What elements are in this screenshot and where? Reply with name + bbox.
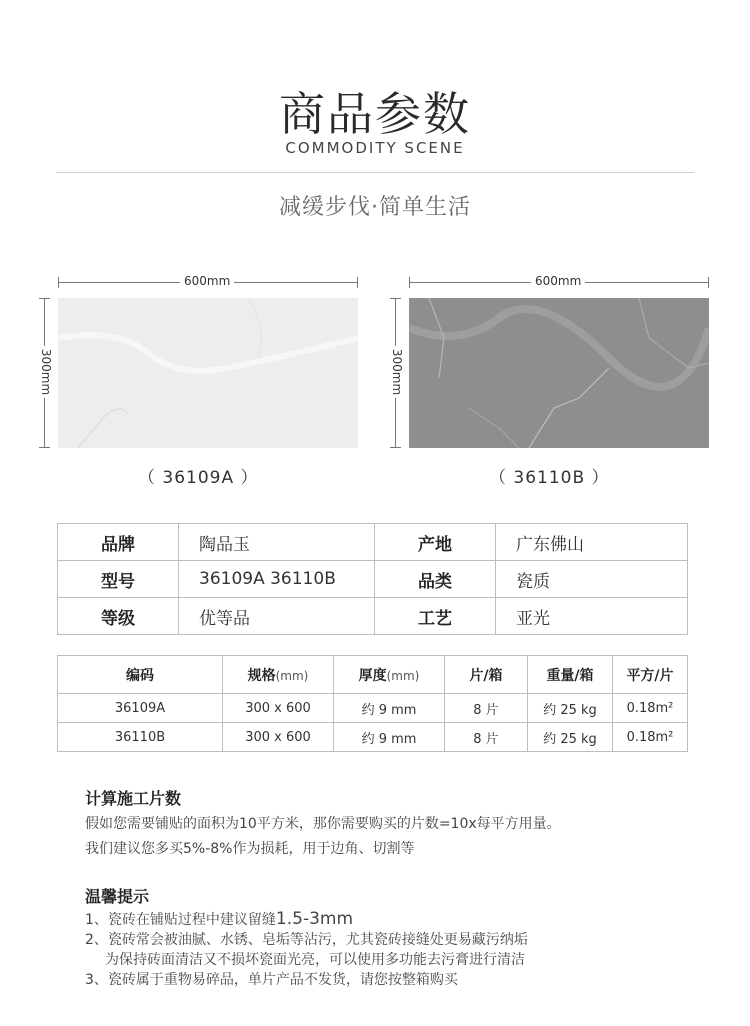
calc-text xyxy=(85,812,561,862)
cell: 0.18m² xyxy=(613,694,688,723)
brand-value: 陶品玉 xyxy=(179,524,375,561)
col-header-weight: 重量/箱 xyxy=(528,656,613,694)
cell: 0.18m² xyxy=(613,723,688,752)
calc-line-2: 我们建议您多买5%-8%作为损耗，用于边角、切割等 xyxy=(85,841,415,857)
table-row xyxy=(58,723,688,752)
cell: 约 9 mm xyxy=(334,694,445,723)
table-row xyxy=(58,524,688,561)
slogan: 减缓步伐·简单生活 xyxy=(279,195,471,220)
tips-heading: 温馨提示 xyxy=(85,887,150,906)
col-header-size: 规格(mm) xyxy=(223,656,334,694)
grade-value: 优等品 xyxy=(179,598,375,635)
tip-3: 3、瓷砖属于重物易碎品，单片产品不发货，请您按整箱购买 xyxy=(85,972,458,988)
cell: 8 片 xyxy=(445,723,528,752)
tile-36110b-image xyxy=(409,298,709,448)
model-key: 型号 xyxy=(58,561,179,598)
col-header-area: 平方/片 xyxy=(613,656,688,694)
table-row xyxy=(58,694,688,723)
craft-value: 亚光 xyxy=(496,598,688,635)
col-header-pieces: 片/箱 xyxy=(445,656,528,694)
page-subtitle: COMMODITY SCENE xyxy=(285,139,465,157)
tile-36109a-image xyxy=(58,298,358,448)
table-row xyxy=(58,598,688,635)
page-title: 商品参数 xyxy=(279,87,471,141)
tip-1: 1、瓷砖在铺贴过程中建议留缝1.5-3mm xyxy=(85,909,354,929)
craft-key: 工艺 xyxy=(375,598,496,635)
tile-1-caption: （ 36109A ） xyxy=(138,468,259,488)
cell: 8 片 xyxy=(445,694,528,723)
calc-line-1: 假如您需要铺贴的面积为10平方米，那你需要购买的片数=10x每平方用量。 xyxy=(85,816,561,832)
brand-key: 品牌 xyxy=(58,524,179,561)
category-value: 瓷质 xyxy=(496,561,688,598)
tile-1-height-label: 300mm xyxy=(39,346,53,398)
tip-2: 2、瓷砖常会被油腻、水锈、皂垢等沾污，尤其瓷砖接缝处更易藏污纳垢 xyxy=(85,932,528,948)
cell: 300 x 600 xyxy=(223,723,334,752)
table-header-row xyxy=(58,656,688,694)
grade-key: 等级 xyxy=(58,598,179,635)
col-header-code: 编码 xyxy=(58,656,223,694)
col-header-thickness: 厚度(mm) xyxy=(334,656,445,694)
origin-key: 产地 xyxy=(375,524,496,561)
tips-list xyxy=(85,909,528,990)
calc-heading: 计算施工片数 xyxy=(85,789,182,808)
tile-2-width-label: 600mm xyxy=(531,274,585,288)
origin-value: 广东佛山 xyxy=(496,524,688,561)
cell: 约 25 kg xyxy=(528,694,613,723)
table-row xyxy=(58,561,688,598)
tile-1-width-label: 600mm xyxy=(180,274,234,288)
category-key: 品类 xyxy=(375,561,496,598)
product-info-table xyxy=(57,523,688,635)
cell: 36109A xyxy=(58,694,223,723)
cell: 约 25 kg xyxy=(528,723,613,752)
cell: 36110B xyxy=(58,723,223,752)
tile-2-height-label: 300mm xyxy=(390,346,404,398)
divider xyxy=(56,172,694,173)
cell: 300 x 600 xyxy=(223,694,334,723)
tip-2-continued: 为保持砖面清洁又不损坏瓷面光亮，可以使用多功能去污膏进行清洁 xyxy=(105,952,525,968)
cell: 约 9 mm xyxy=(334,723,445,752)
model-value: 36109A 36110B xyxy=(179,561,375,598)
tile-2-caption: （ 36110B ） xyxy=(489,468,610,488)
spec-table xyxy=(57,655,688,752)
